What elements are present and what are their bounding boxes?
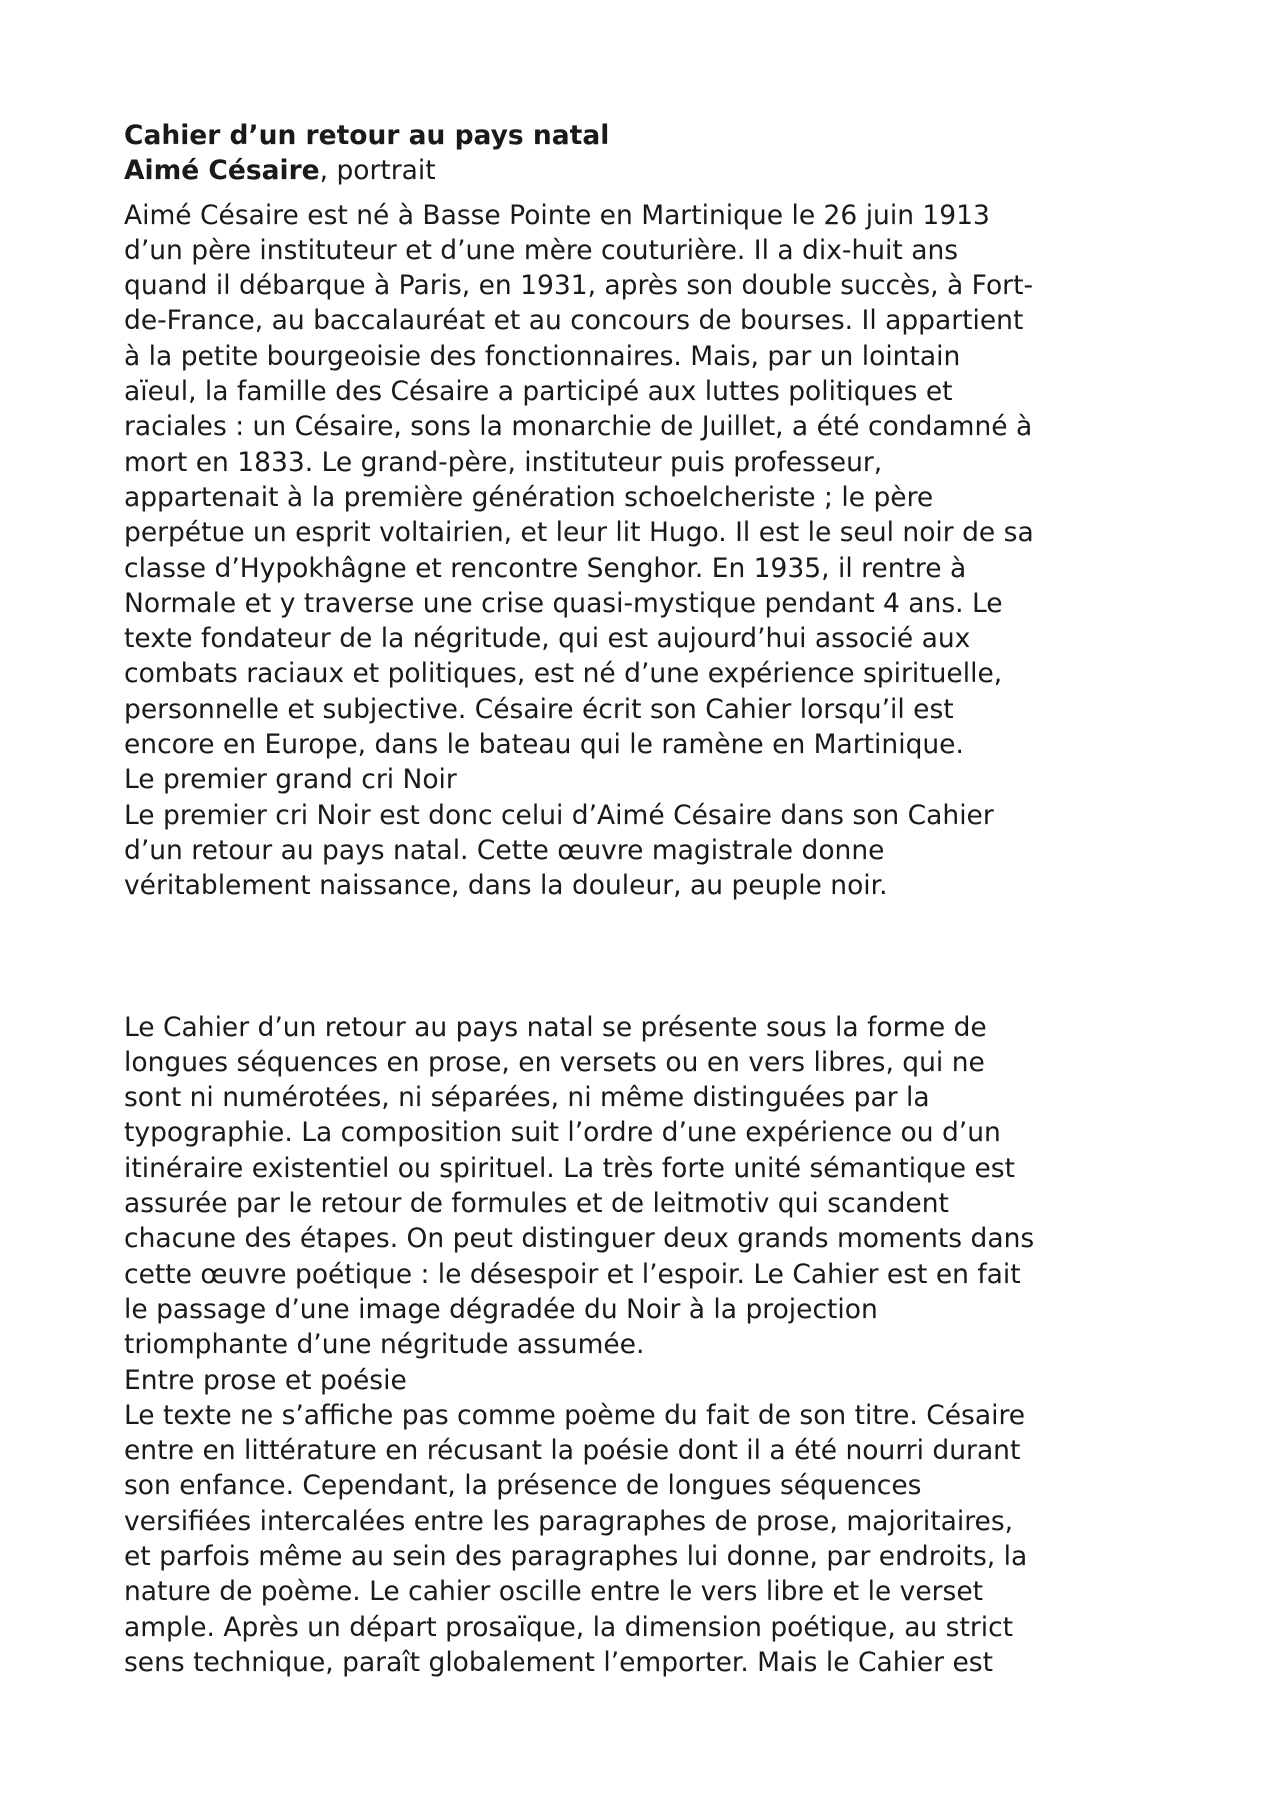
blank-space bbox=[124, 904, 1164, 1010]
section-heading-first-cry: Le premier grand cri Noir bbox=[124, 764, 457, 796]
prose-poetry-paragraph: Le texte ne s’affiche pas comme poème du fait de son titre. Césaire entre en littérature en récusant la poésie dont il a été nourri durant son enfance. Cependant, la présence de longues séquences versifiées intercalées entre les paragraphes de prose, majoritaires, et parfois même au sein des paragraphes lui donne, par endroits, la nature de poème. Le cahier oscille entre le vers libre et le verset ample. Après un départ prosaïque, la dimension poétique, au strict sens technique, paraît globalement l’emporter. Mais le Cahier est bbox=[124, 1399, 1028, 1678]
document-title: Cahier d’un retour au pays natal bbox=[124, 120, 610, 151]
subtitle-suffix: , portrait bbox=[319, 155, 436, 187]
intro-paragraph: Aimé Césaire est né à Basse Pointe en Martinique le 26 juin 1913 d’un père instituteur et d’une mère couturière. Il a dix-huit ans quand il débarque à Paris, en 1931, après son double succès, à Fort- de-France, au baccalauréat et au concours de bourses. Il appartient à la petite bourgeoisie des fonctionnaires. Mais, par un lointain aïeul, la famille des Césaire a participé aux luttes politiques et raciales : un Césaire, sons la monarchie de Juillet, a été condamné à mort en 1833. Le grand-père, instituteur puis professeur, appartenait à la première génération schoelcheriste ; le père perpétue un esprit voltairien, et leur lit Hugo. Il est le seul noir de sa classe d’Hypokhâgne et rencontre Senghor. En 1935, il rentre à Normale et y traverse une crise quasi-mystique pendant 4 ans. Le texte fondateur de la négritude, qui est aujourd’hui associé aux combats raciaux et politiques, est né d’une expérience spirituelle, personnelle et subjective. Césaire écrit son Cahier lorsqu’il est encore en Europe, dans le bateau qui le ramène en Martinique. bbox=[124, 199, 1034, 761]
structure-paragraph: Le Cahier d’un retour au pays natal se présente sous la forme de longues séquences en prose, en versets ou en vers libres, qui ne sont ni numérotées, ni séparées, ni même distinguées par la typographie. La composition suit l’ordre d’une expérience ou d’un itinéraire existentiel ou spirituel. La très forte unité sémantique est assurée par le retour de formules et de leitmotiv qui scandent chacune des étapes. On peut distinguer deux grands moments dans cette œuvre poétique : le désespoir et l’espoir. Le Cahier est en fait le passage d’une image dégradée du Noir à la projection triomphante d’une négritude assumée. bbox=[124, 1011, 1035, 1361]
document-subtitle bbox=[124, 153, 1164, 188]
author-name: Aimé Césaire bbox=[124, 155, 320, 187]
document-page bbox=[124, 118, 1164, 1680]
first-cry-paragraph: Le premier cri Noir est donc celui d’Aimé Césaire dans son Cahier d’un retour au pays natal. Cette œuvre magistrale donne véritablement naissance, dans la douleur, au peuple noir. bbox=[124, 799, 994, 902]
section-heading-prose-poetry: Entre prose et poésie bbox=[124, 1364, 407, 1396]
